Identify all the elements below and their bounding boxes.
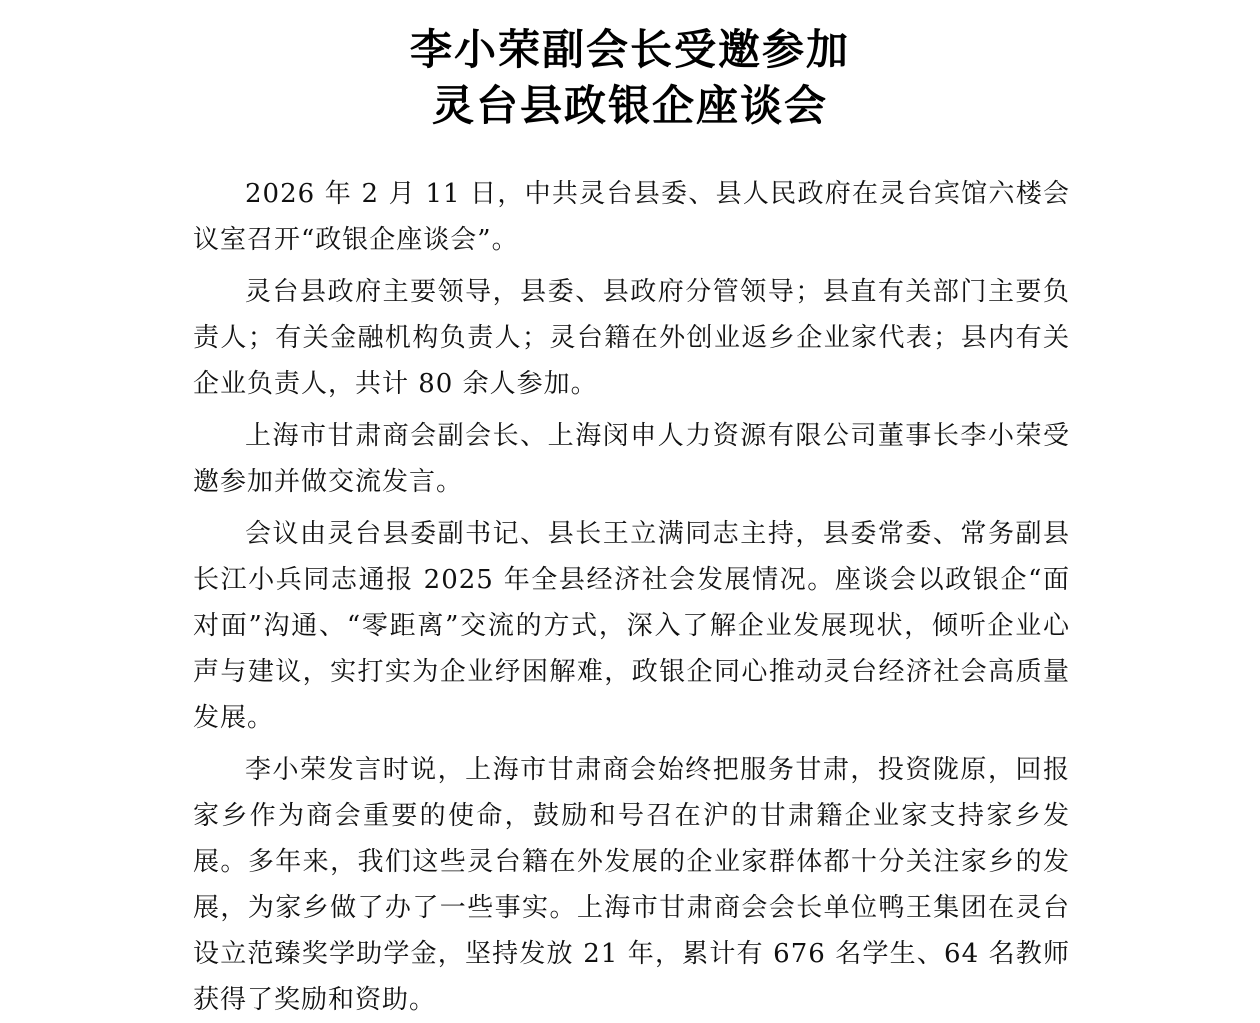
paragraph-speech: 李小荣发言时说，上海市甘肃商会始终把服务甘肃，投资陇原，回报家乡作为商会重要的使命，鼓励和号召在沪的甘肃籍企业家支持家乡发展。多年来，我们这些灵台籍在外发展的企业家群体都十分关注家乡的发展，为家乡做了办了一些事实。上海市甘肃商会会长单位鸭王集团在灵台设立范臻奖学助学金，坚持发放 21 年，累计有 676 名学生、64 名教师获得了奖励和资助。 (193, 755, 1070, 1015)
title-line-2: 灵台县政银企座谈会 (431, 81, 828, 130)
article-title (0, 0, 1260, 134)
title-line-1: 李小荣副会长受邀参加 (409, 25, 850, 74)
paragraph-invitation: 上海市甘肃商会副会长、上海闵申人力资源有限公司董事长李小荣受邀参加并做交流发言。 (193, 421, 1070, 497)
paragraph-meeting-date: 2026 年 2 月 11 日，中共灵台县委、县人民政府在灵台宾馆六楼会议室召开“政银企座谈会”。 (193, 179, 1070, 255)
article-body (193, 171, 1070, 1023)
paragraph-meeting-content: 会议由灵台县委副书记、县长王立满同志主持，县委常委、常务副县长江小兵同志通报 2025 年全县经济社会发展情况。座谈会以政银企“面对面”沟通、“零距离”交流的方式，深入了解企业发展现状，倾听企业心声与建议，实打实为企业纾困解难，政银企同心推动灵台经济社会高质量发展。 (193, 519, 1070, 733)
paragraph-attendees: 灵台县政府主要领导，县委、县政府分管领导；县直有关部门主要负责人；有关金融机构负责人；灵台籍在外创业返乡企业家代表；县内有关企业负责人，共计 80 余人参加。 (193, 277, 1070, 399)
